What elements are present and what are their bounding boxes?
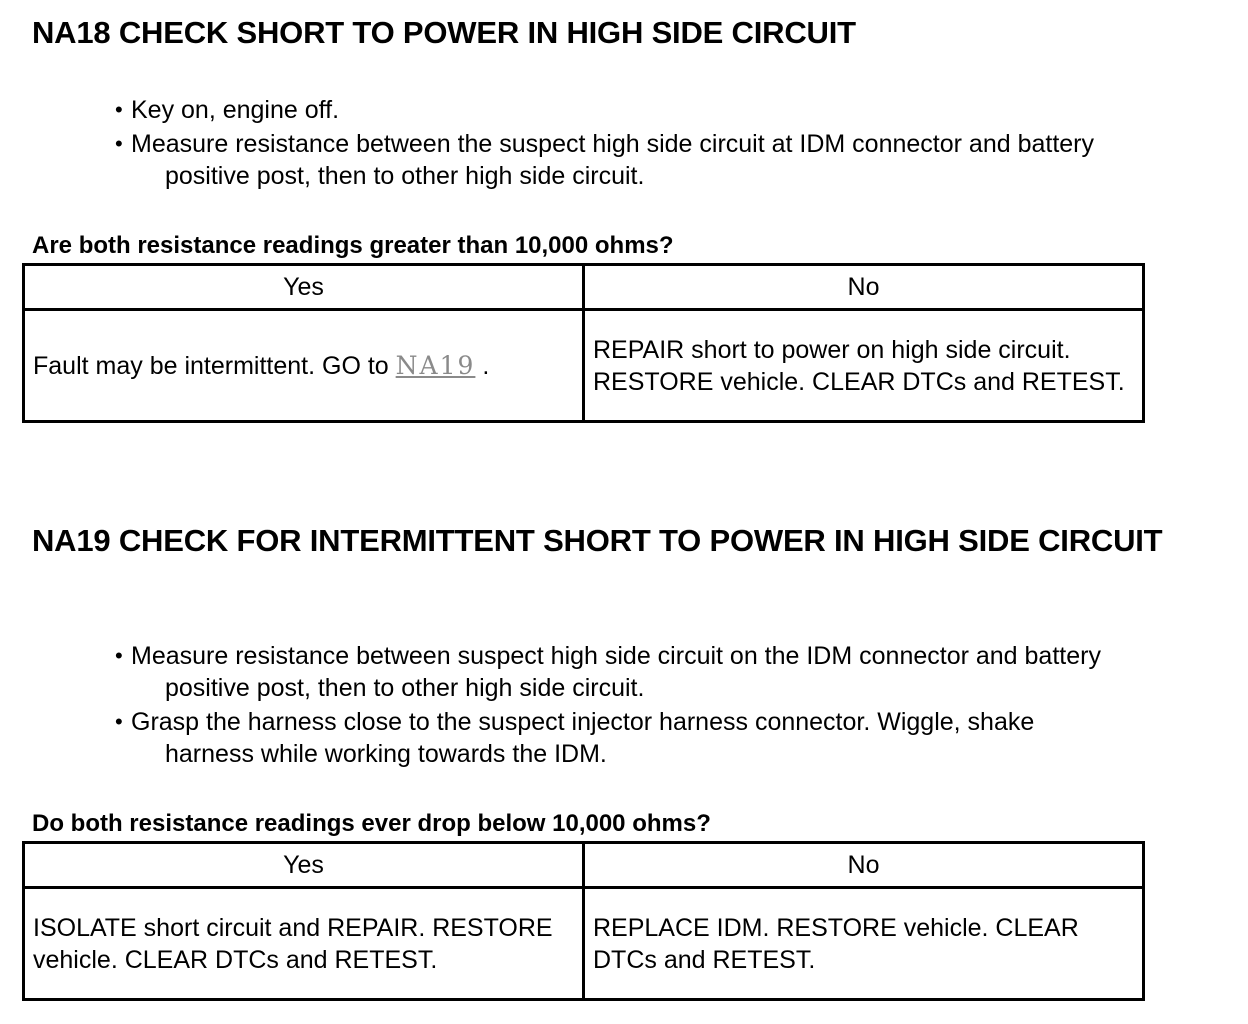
yes-cell: ISOLATE short circuit and REPAIR. RESTORE vehicle. CLEAR DTCs and RETEST. [24, 888, 584, 1000]
yes-text: Fault may be intermittent. GO to [33, 351, 389, 380]
step-text: Measure resistance between suspect high side circuit on the IDM connector and battery [131, 642, 1101, 670]
no-header: No [584, 265, 1144, 310]
step-item [115, 128, 1225, 192]
section-na18-question: Are both resistance readings greater than 10,000 ohms? [32, 232, 674, 259]
step-item [115, 640, 1225, 704]
step-text: Grasp the harness close to the suspect injector harness connector. Wiggle, shake [131, 708, 1035, 736]
no-header: No [584, 843, 1144, 888]
step-text: Key on, engine off. [131, 96, 340, 124]
step-text-continued: harness while working towards the IDM. [165, 740, 607, 768]
step-item [115, 706, 1225, 770]
step-item [115, 94, 1225, 126]
section-na19-question: Do both resistance readings ever drop below 10,000 ohms? [32, 810, 711, 837]
bullet-icon: • [115, 709, 123, 734]
yes-cell [24, 310, 584, 422]
section-na18-decision-table [22, 263, 1145, 423]
bullet-icon: • [115, 131, 123, 156]
yes-header: Yes [24, 265, 584, 310]
yes-suffix: . [482, 351, 490, 380]
section-na18-steps [115, 94, 1225, 194]
yes-header: Yes [24, 843, 584, 888]
step-text: Measure resistance between the suspect high side circuit at IDM connector and battery [131, 130, 1095, 158]
no-cell: REPLACE IDM. RESTORE vehicle. CLEAR DTCs and RETEST. [584, 888, 1144, 1000]
no-cell: REPAIR short to power on high side circuit. RESTORE vehicle. CLEAR DTCs and RETEST. [584, 310, 1144, 422]
step-text-continued: positive post, then to other high side circuit. [165, 162, 645, 190]
step-text-continued: positive post, then to other high side circuit. [165, 674, 645, 702]
section-na19-steps [115, 640, 1225, 772]
bullet-icon: • [115, 643, 123, 668]
section-na19-title: NA19 CHECK FOR INTERMITTENT SHORT TO POWER IN HIGH SIDE CIRCUIT [32, 523, 1163, 558]
bullet-icon: • [115, 97, 123, 122]
na19-link[interactable]: NA19 [395, 350, 476, 380]
section-na18-title: NA18 CHECK SHORT TO POWER IN HIGH SIDE CIRCUIT [32, 15, 856, 50]
section-na19-decision-table [22, 841, 1145, 1001]
